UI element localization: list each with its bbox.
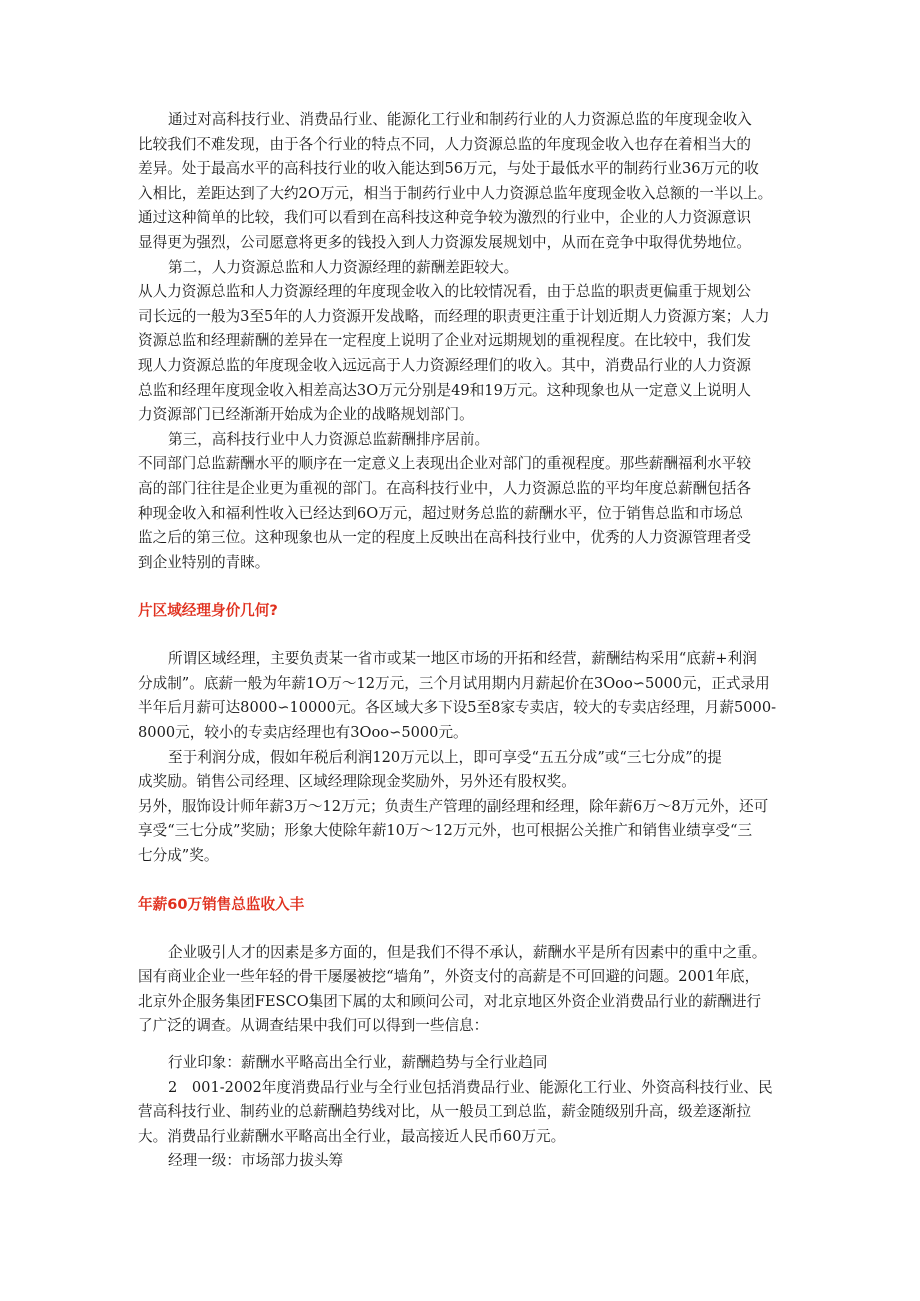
text-line: 通过这种简单的比较，我们可以看到在高科技这种竞争较为激烈的行业中，企业的人力资源意识 bbox=[138, 209, 751, 227]
text-line: 高的部门往往是企业更为重视的部门。在高科技行业中，人力资源总监的平均年度总薪酬包括各 bbox=[138, 479, 751, 497]
text-line: 总监和经理年度现金收入相差高达3O万元分别是49和19万元。这种现象也从一定意义上说明人 bbox=[138, 381, 751, 399]
text-line: 另外，服饰设计师年薪3万～12万元；负责生产管理的副经理和经理，除年薪6万～8万元外，还可 bbox=[138, 797, 769, 815]
text-line: 大。消费品行业薪酬水平略高出全行业，最高接近人民币60万元。 bbox=[138, 1127, 566, 1145]
text-line: 8000元，较小的专卖店经理也有3Ooo∽5000元。 bbox=[138, 724, 468, 742]
paragraph-industry-comparison bbox=[138, 108, 798, 256]
spacer bbox=[138, 869, 798, 893]
section-heading-sales-director: 年薪60万销售总监收入丰 bbox=[138, 895, 305, 913]
text-line: 资源总监和经理薪酬的差异在一定程度上说明了企业对远期规划的重视程度。在比较中，我们发 bbox=[138, 332, 751, 350]
text-line: 企业吸引人才的因素是多方面的，但是我们不得不承认，薪酬水平是所有因素中的重中之重。 bbox=[168, 943, 767, 961]
paragraph-director-manager-gap bbox=[138, 280, 798, 428]
spacer bbox=[138, 623, 798, 647]
paragraph-talent-factors bbox=[138, 941, 798, 1039]
text-line: 享受“三七分成”奖励；形象大使除年薪10万～12万元外，也可根据公关推广和销售业绩享受“三 bbox=[138, 822, 753, 840]
subheading-industry-impression: 行业印象：薪酬水平略高出全行业，薪酬趋势与全行业趋同 bbox=[168, 1054, 548, 1071]
text-line: 到企业特别的青睐。 bbox=[138, 553, 270, 571]
text-line: 国有商业企业一些年轻的骨干屡屡被挖“墙角”，外资支付的高薪是不可回避的问题。2001年底， bbox=[138, 968, 760, 986]
paragraph-industry-impression bbox=[138, 1051, 798, 1174]
text-line: 从人力资源总监和人力资源经理的年度现金收入的比较情况看，由于总监的职责更偏重于规划公 bbox=[138, 283, 751, 301]
text-line: 司长远的一般为3至5年的人力资源开发战略，而经理的职责更注重于计划近期人力资源方案；人力 bbox=[138, 307, 770, 325]
spacer bbox=[138, 917, 798, 941]
text-line: 七分成”奖。 bbox=[138, 847, 219, 865]
subheading-manager-level: 经理一级：市场部力拔头筹 bbox=[168, 1152, 344, 1170]
text-line: 至于利润分成，假如年税后利润120万元以上，即可享受“五五分成”或“三七分成”的提 bbox=[168, 748, 722, 766]
text-line: 了广泛的调查。从调查结果中我们可以得到一些信息： bbox=[138, 1017, 489, 1035]
text-line: 通过对高科技行业、消费品行业、能源化工行业和制药行业的人力资源总监的年度现金收入 bbox=[168, 111, 752, 128]
text-line: 不同部门总监薪酬水平的顺序在一定意义上表现出企业对部门的重视程度。那些薪酬福利水平较 bbox=[138, 455, 751, 473]
text-line: 入相比，差距达到了大约2O万元，相当于制药行业中人力资源总监年度现金收入总额的一半以上。 bbox=[138, 184, 773, 202]
paragraph-hightech-ranking bbox=[138, 452, 798, 575]
text-line: 比较我们不难发现，由于各个行业的特点不同，人力资源总监的年度现金收入也存在着相当大的 bbox=[138, 135, 751, 153]
text-line: 显得更为强烈，公司愿意将更多的钱投入到人力资源发展规划中，从而在竞争中取得优势地位。 bbox=[138, 233, 751, 251]
text-line: 北京外企服务集团FESCO集团下属的太和顾问公司，对北京地区外资企业消费品行业的薪酬进行 bbox=[138, 992, 762, 1010]
paragraph-regional-manager bbox=[138, 647, 798, 868]
text-line: 监之后的第三位。这种现象也从一定的程度上反映出在高科技行业中，优秀的人力资源管理者受 bbox=[138, 529, 751, 547]
document-body bbox=[138, 108, 798, 1174]
text-line: 所谓区域经理，主要负责某一省市或某一地区市场的开拓和经营，薪酬结构采用“底薪+利润 bbox=[168, 650, 757, 668]
text-line: 半年后月薪可达8000∽10000元。各区域大多下设5至8家专卖店，较大的专卖店经理，月薪5000- bbox=[138, 699, 777, 717]
section-heading-regional-manager: 片区域经理身价几何? bbox=[138, 602, 278, 620]
text-line: 成奖励。销售公司经理、区域经理除现金奖励外，另外还有股权奖。 bbox=[138, 773, 576, 791]
text-line: 2 001-2002年度消费品行业与全行业包括消费品行业、能源化工行业、外资高科技行业、民 bbox=[168, 1078, 773, 1096]
point-two-heading: 第二，人力资源总监和人力资源经理的薪酬差距较大。 bbox=[168, 258, 519, 276]
text-line: 种现金收入和福利性收入已经达到6O万元，超过财务总监的薪酬水平，位于销售总监和市场总 bbox=[138, 504, 744, 522]
text-line: 分成制”。底薪一般为年薪1O万～12万元，三个月试用期内月薪起价在3Ooo∽5000元，正式录用 bbox=[138, 674, 770, 692]
text-line: 现人力资源总监的年度现金收入远远高于人力资源经理们的收入。其中，消费品行业的人力资源 bbox=[138, 356, 751, 374]
text-line: 营高科技行业、制药业的总薪酬趋势线对比，从一般员工到总监，薪金随级别升高，级差逐渐拉 bbox=[138, 1103, 751, 1121]
spacer bbox=[138, 575, 798, 599]
spacer bbox=[138, 1039, 798, 1051]
point-three-heading: 第三，高科技行业中人力资源总监薪酬排序居前。 bbox=[168, 430, 490, 448]
text-line: 差异。处于最高水平的高科技行业的收入能达到56万元，与处于最低水平的制药行业36万元的收 bbox=[138, 160, 759, 178]
text-line: 力资源部门已经渐渐开始成为企业的战略规划部门。 bbox=[138, 406, 474, 424]
